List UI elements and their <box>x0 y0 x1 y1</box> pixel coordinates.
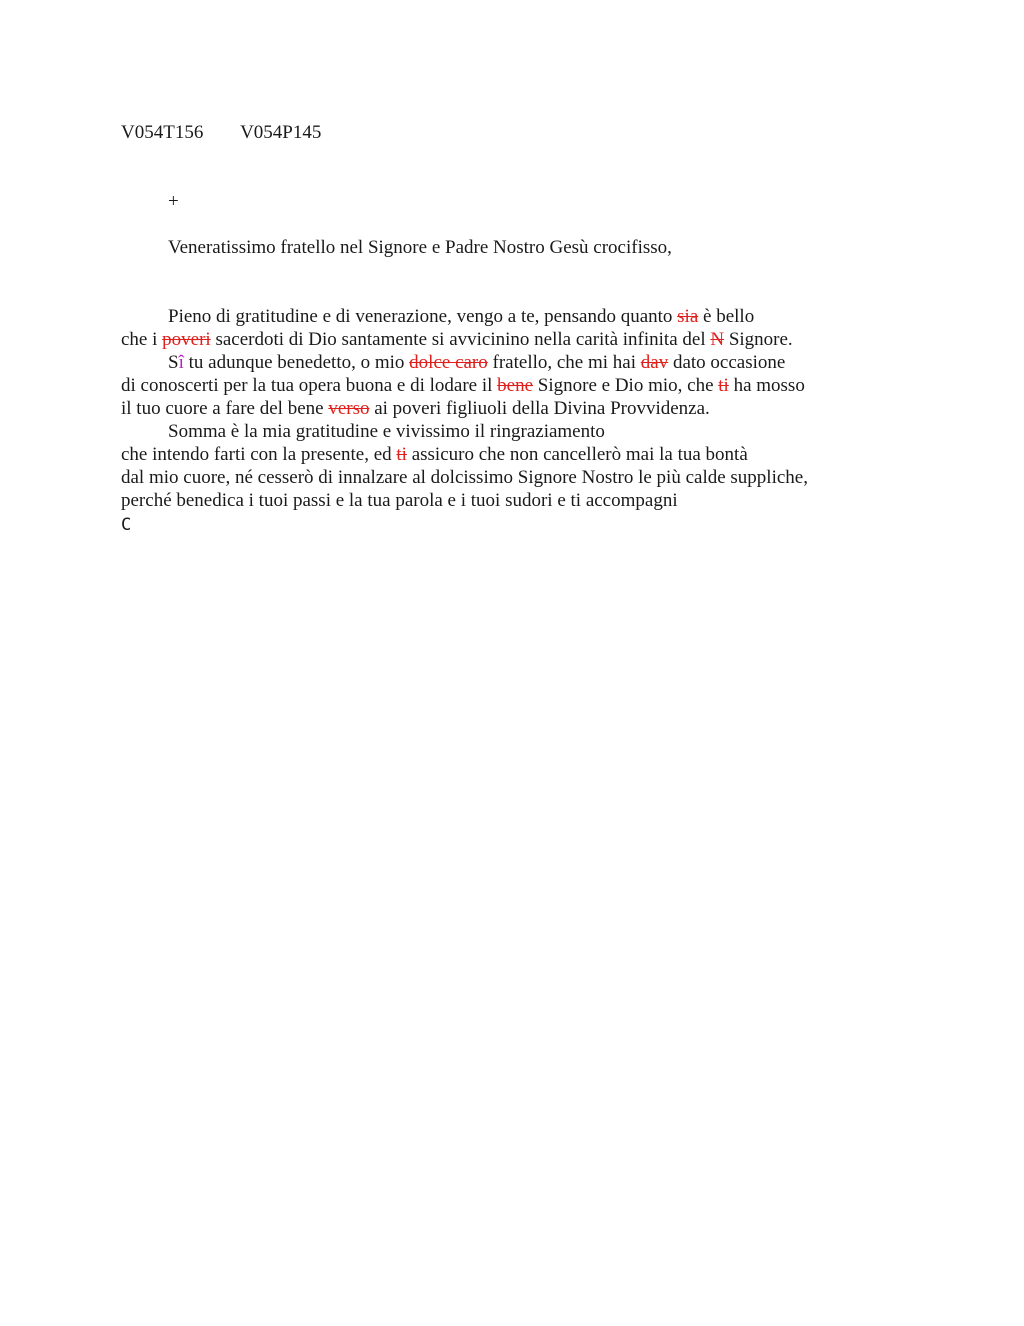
document-code-secondary: V054P145 <box>240 122 322 143</box>
body-line-4 <box>121 374 881 397</box>
deleted-word: ti <box>396 444 407 465</box>
deleted-word: sia <box>677 306 699 327</box>
inserted-character: î <box>178 352 184 373</box>
text-segment: ha mosso <box>728 375 805 396</box>
text-segment: di conoscerti per la tua opera buona e di lodare il <box>121 375 498 396</box>
body-line-7 <box>121 443 881 466</box>
text-segment: sacerdoti di Dio santamente si avvicinino nella carità infinita del <box>210 329 711 350</box>
text-segment: Signore. <box>724 329 793 350</box>
deleted-word: poveri <box>162 329 211 350</box>
text-segment: assicuro che non cancellerò mai la tua bontà <box>406 444 748 465</box>
text-segment: ai poveri figliuoli della Divina Provvidenza. <box>369 398 710 419</box>
document-header <box>121 121 321 144</box>
text-segment: fratello, che mi hai <box>487 352 641 373</box>
deleted-word: verso <box>328 398 370 419</box>
salutation: Veneratissimo fratello nel Signore e Padre Nostro Gesù crocifisso, <box>168 237 672 258</box>
body-line-2 <box>121 328 881 351</box>
text-segment: dato occasione <box>668 352 786 373</box>
body-line-8: dal mio cuore, né cesserò di innalzare al dolcissimo Signore Nostro le più calde suppliche, <box>121 467 808 488</box>
deleted-word: N <box>710 329 725 350</box>
body-line-3 <box>121 351 881 374</box>
deleted-word: ti <box>718 375 729 396</box>
cross-symbol: + <box>168 191 179 212</box>
body-line-5 <box>121 397 881 420</box>
deleted-word: dolce caro <box>409 352 488 373</box>
text-segment: che intendo farti con la presente, ed <box>121 444 397 465</box>
letter-body <box>121 305 881 537</box>
body-line-9: perché benedica i tuoi passi e la tua parola e i tuoi sudori e ti accompagni <box>121 490 678 511</box>
deleted-word: bene <box>497 375 534 396</box>
body-line-6: Somma è la mia gratitudine e vivissimo il ringraziamento <box>168 421 605 442</box>
body-line-1 <box>121 305 881 328</box>
trailing-mark: C <box>121 515 132 535</box>
deleted-word: dav <box>640 352 669 373</box>
text-segment: tu adunque benedetto, o mio <box>183 352 410 373</box>
text-segment: S <box>168 352 179 373</box>
text-segment: il tuo cuore a fare del bene <box>121 398 329 419</box>
text-segment: Signore e Dio mio, che <box>533 375 719 396</box>
text-segment: è bello <box>698 306 755 327</box>
text-segment: che i <box>121 329 163 350</box>
text-segment: Pieno di gratitudine e di venerazione, vengo a te, pensando quanto <box>168 306 678 327</box>
document-code-primary: V054T156 <box>121 122 204 143</box>
